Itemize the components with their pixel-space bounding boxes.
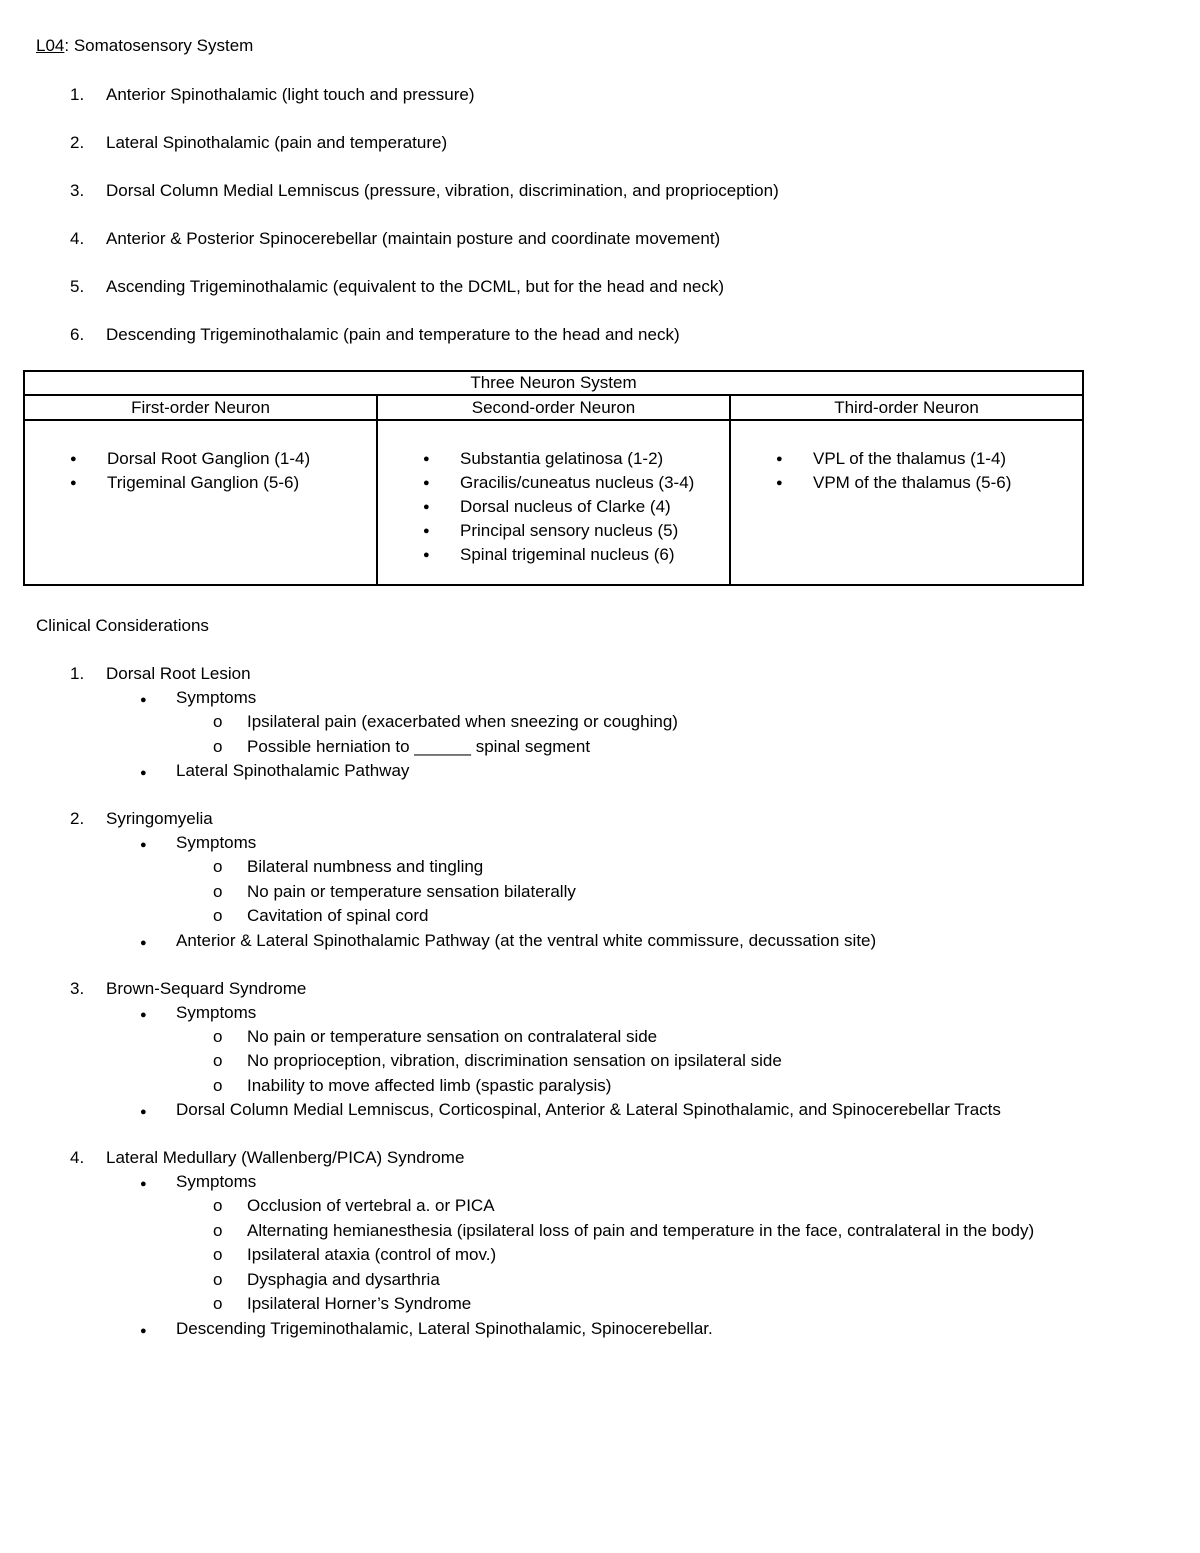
column-header-first: First-order Neuron — [24, 395, 377, 420]
list-item — [36, 325, 1136, 373]
list-text: Lateral Spinothalamic (pain and temperature) — [106, 133, 448, 152]
symptom-item: No proprioception, vibration, discrimination sensation on ipsilateral side — [247, 1051, 782, 1070]
neuron-item: ● VPM of the thalamus (5-6) — [731, 471, 1082, 495]
bullet-icon: ● — [140, 936, 147, 949]
list-item — [36, 277, 1136, 325]
symptoms-label: Symptoms — [176, 833, 257, 852]
symptom-item: Bilateral numbness and tingling — [247, 857, 484, 876]
title-text: : Somatosensory System — [64, 36, 254, 55]
condition-item — [36, 1148, 1186, 1343]
neuron-item: ● Trigeminal Ganglion (5-6) — [25, 471, 376, 495]
circle-bullet-icon: o — [213, 906, 223, 925]
second-order-cell — [377, 420, 730, 585]
condition-item — [36, 809, 1186, 955]
symptom-item: Cavitation of spinal cord — [247, 906, 429, 925]
circle-bullet-icon: o — [213, 736, 223, 756]
symptom-item: Ipsilateral Horner’s Syndrome — [247, 1294, 472, 1313]
section-heading: Clinical Considerations — [36, 616, 209, 635]
neuron-table — [23, 370, 1084, 586]
condition-name: Dorsal Root Lesion — [106, 664, 251, 683]
pathway-text: Dorsal Column Medial Lemniscus, Corticospinal, Anterior & Lateral Spinothalamic, and Spinocerebellar Tracts — [176, 1100, 1001, 1119]
neuron-item: ● Substantia gelatinosa (1-2) — [378, 447, 729, 471]
neuron-item: ● Dorsal Root Ganglion (1-4) — [25, 447, 376, 471]
bullet-icon: ● — [140, 1324, 147, 1337]
list-number: 1. — [70, 85, 85, 104]
pathway-text: Anterior & Lateral Spinothalamic Pathway (at the ventral white commissure, decussation site) — [176, 930, 877, 950]
pathway-list — [36, 85, 1136, 373]
page-title — [36, 36, 253, 56]
column-header-second: Second-order Neuron — [377, 395, 730, 420]
condition-number: 4. — [70, 1148, 85, 1167]
bullet-icon: ● — [140, 839, 147, 851]
condition-number: 3. — [70, 978, 85, 998]
list-item — [36, 181, 1136, 229]
list-number: 5. — [70, 277, 85, 296]
column-header-third: Third-order Neuron — [730, 395, 1083, 420]
circle-bullet-icon: o — [213, 1269, 223, 1289]
pathway-text: Lateral Spinothalamic Pathway — [176, 761, 410, 780]
neuron-item: ● Principal sensory nucleus (5) — [378, 519, 729, 543]
first-order-cell — [24, 420, 377, 585]
list-text: Ascending Trigeminothalamic (equivalent to the DCML, but for the head and neck) — [106, 277, 725, 296]
list-text: Descending Trigeminothalamic (pain and temperature to the head and neck) — [106, 325, 680, 344]
symptoms-label: Symptoms — [176, 688, 257, 707]
list-number: 4. — [70, 229, 85, 248]
symptom-item: No pain or temperature sensation bilaterally — [247, 881, 576, 901]
condition-name: Syringomyelia — [106, 809, 213, 828]
bullet-icon: ● — [140, 1178, 147, 1190]
condition-item — [36, 664, 1186, 785]
circle-bullet-icon: o — [213, 1196, 223, 1215]
circle-bullet-icon: o — [213, 1245, 223, 1264]
circle-bullet-icon: o — [213, 1051, 223, 1070]
symptom-item: Ipsilateral ataxia (control of mov.) — [247, 1245, 497, 1264]
symptom-item: Occlusion of vertebral a. or PICA — [247, 1196, 495, 1215]
condition-name: Brown-Sequard Syndrome — [106, 978, 307, 998]
list-number: 2. — [70, 133, 85, 152]
table-caption: Three Neuron System — [24, 371, 1083, 395]
condition-number: 2. — [70, 809, 85, 828]
neuron-item: ● Dorsal nucleus of Clarke (4) — [378, 495, 729, 519]
circle-bullet-icon: o — [213, 1220, 223, 1240]
clinical-list — [36, 664, 1186, 1367]
condition-name: Lateral Medullary (Wallenberg/PICA) Syndrome — [106, 1148, 465, 1167]
list-item — [36, 229, 1136, 277]
circle-bullet-icon: o — [213, 1075, 223, 1095]
circle-bullet-icon: o — [213, 712, 223, 731]
circle-bullet-icon: o — [213, 881, 223, 901]
symptom-item: Inability to move affected limb (spastic paralysis) — [247, 1075, 612, 1095]
bullet-icon: ● — [140, 767, 147, 779]
circle-bullet-icon: o — [213, 1026, 223, 1046]
circle-bullet-icon: o — [213, 857, 223, 876]
condition-number: 1. — [70, 664, 85, 683]
symptom-item: Dysphagia and dysarthria — [247, 1269, 440, 1289]
lo-label: L04 — [36, 36, 65, 55]
symptoms-label: Symptoms — [176, 1002, 257, 1022]
third-order-cell — [730, 420, 1083, 585]
bullet-icon: ● — [140, 1008, 147, 1021]
bullet-icon: ● — [140, 1106, 147, 1118]
symptoms-label: Symptoms — [176, 1172, 257, 1191]
list-text: Dorsal Column Medial Lemniscus (pressure, vibration, discrimination, and proprioception) — [106, 181, 779, 200]
symptom-item: Ipsilateral pain (exacerbated when sneezing or coughing) — [247, 712, 678, 731]
bullet-icon: ● — [140, 694, 147, 706]
neuron-item: ● Spinal trigeminal nucleus (6) — [378, 543, 729, 567]
symptom-item: No pain or temperature sensation on contralateral side — [247, 1026, 658, 1046]
list-text: Anterior Spinothalamic (light touch and pressure) — [106, 85, 475, 104]
list-number: 3. — [70, 181, 85, 200]
pathway-text: Descending Trigeminothalamic, Lateral Spinothalamic, Spinocerebellar. — [176, 1318, 713, 1338]
list-text: Anterior & Posterior Spinocerebellar (maintain posture and coordinate movement) — [106, 229, 721, 248]
list-item — [36, 133, 1136, 181]
symptom-item: Possible herniation to ______ spinal segment — [247, 736, 591, 756]
list-number: 6. — [70, 325, 85, 344]
neuron-item: ● VPL of the thalamus (1-4) — [731, 447, 1082, 471]
symptom-item: Alternating hemianesthesia (ipsilateral loss of pain and temperature in the face, contralateral in the body) — [247, 1220, 1035, 1240]
condition-item — [36, 979, 1186, 1125]
circle-bullet-icon: o — [213, 1294, 223, 1313]
neuron-item: ● Gracilis/cuneatus nucleus (3-4) — [378, 471, 729, 495]
list-item — [36, 85, 1136, 133]
